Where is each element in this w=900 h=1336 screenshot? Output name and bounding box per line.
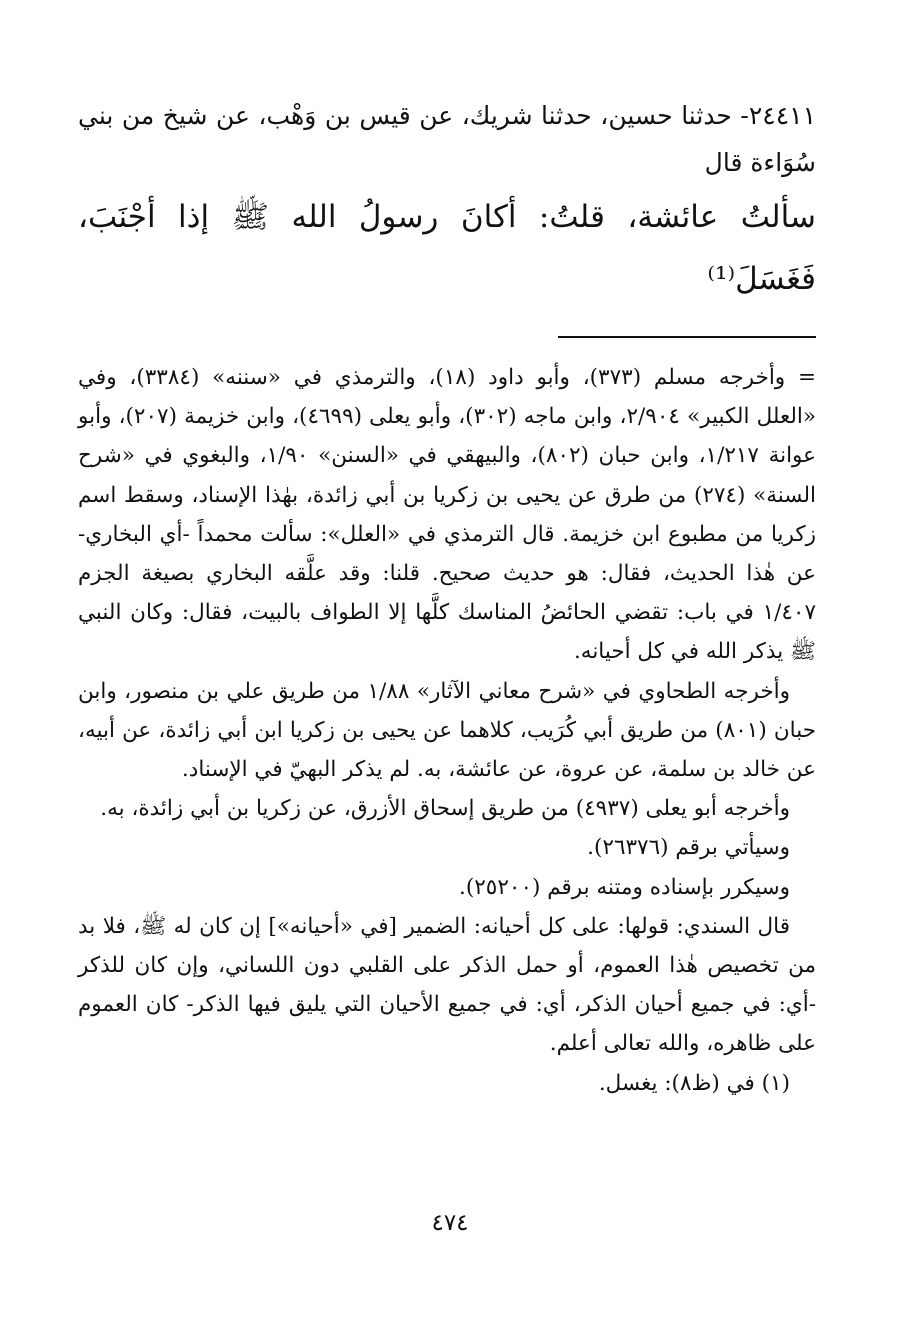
footnote-separator (558, 336, 816, 338)
footnote-paragraph: (١) في (ظ٨): يغسل. (598, 1070, 790, 1096)
page-body (78, 92, 816, 1103)
hadith-isnad: ٢٤٤١١- حدثنا حسين، حدثنا شريك، عن قيس بن وَهْب، عن شيخ من بني سُوَاءة قال (78, 101, 816, 177)
footnote-paragraph: = وأخرجه مسلم (٣٧٣)، وأبو داود (١٨)، والترمذي في «سننه» (٣٣٨٤)، وفي «العلل الكبير» ٢/٩٠٤، وابن ماجه (٣٠٢)، وأبو يعلى (٤٦٩٩)، وابن خزيمة (٢٠٧)، وأبو عوانة ١/٢١٧، وابن حبان (٨٠٢)، والبيهقي في «السنن» ١/٩٠، والبغوي في «شرح السنة» (٢٧٤) من طرق عن يحيى بن زكريا بن أبي زائدة، بهٰذا الإسناد، وسقط اسم زكريا من مطبوع ابن خزيمة. قال الترمذي في «العلل»: سألت محمداً -أي البخاري- عن هٰذا الحديث، فقال: هو حديث صحيح. قلنا: وقد علَّقه البخاري بصيغة الجزم ١/٤٠٧ في باب: تقضي الحائضُ المناسك كلَّها إلا الطواف بالبيت، فقال: وكان النبي ﷺ يذكر الله في كل أحيانه. (78, 365, 817, 665)
footnote-paragraph: وأخرجه الطحاوي في «شرح معاني الآثار» ١/٨٨ من طريق علي بن منصور، وابن حبان (٨٠١) من طريق أبي كُرَيب، كلاهما عن يحيى بن زكريا ابن أبي زائدة، عن أبيه، عن خالد بن سلمة، عن عروة، عن عائشة، به. لم يذكر البهيّ في الإسناد. (78, 678, 817, 783)
footnote-paragraph: وأخرجه أبو يعلى (٤٩٣٧) من طريق إسحاق الأزرق، عن زكريا بن أبي زائدة، به. (100, 796, 790, 822)
footnote-paragraph: وسيأتي برقم (٢٦٣٧٦). (587, 835, 790, 861)
footnote-paragraph: وسيكرر بإسناده ومتنه برقم (٢٥٢٠٠). (459, 874, 790, 900)
page-number: ٤٧٤ (431, 1210, 469, 1236)
footnotes (78, 358, 816, 1103)
footnote-paragraph: قال السندي: قولها: على كل أحيانه: الضمير [في «أحيانه»] إن كان له ﷺ، فلا بد من تخصيص هٰذا العموم، أو حمل الذكر على القلبي دون اللساني، وإن كان للذكر -أي: في جميع أحيان الذكر، أي: في جميع الأحيان التي يليق فيها الذكر- كان العموم على ظاهره، والله تعالى أعلم. (78, 913, 816, 1057)
hadith-matn: سألتُ عائشة، قلتُ: أكانَ رسولُ الله ﷺ إذا أجْنَبَ، فَغَسَلَ⁽¹⁾ (78, 199, 816, 297)
